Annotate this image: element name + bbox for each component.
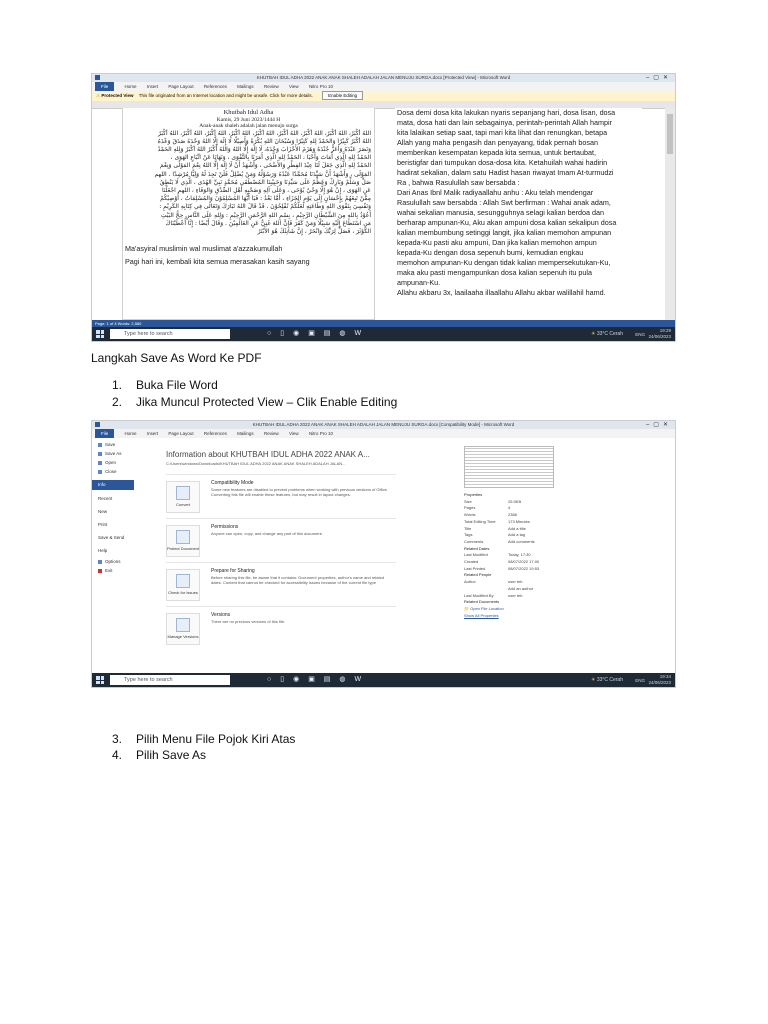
text-line: Rasulullah saw bersabda : Allah Swt berfirman : Wahai anak adam, (397, 198, 611, 207)
show-all-properties-link[interactable]: Show All Properties (464, 612, 499, 618)
text-line: ampunan-Ku. (397, 278, 441, 287)
nav-info[interactable]: Info (92, 480, 134, 490)
taskbar (92, 327, 675, 341)
latin-line: Pagi hari ini, kembali kita semua merasakan kasih sayang (125, 257, 310, 267)
arabic-line: وَنَصَرَ عَبْدَهُ وَأَعَزَّ جُنْدَهُ وَهَزَمَ الأَحْزَابَ وَحْدَهُ، لَا إِلَهَ إِلَّا اللهُ وَاللهُ أَكْبَرُ اللهُ أكْبَرُ وَلِلهِ الحَمْدُ (157, 145, 371, 153)
nav-save[interactable]: Save (98, 442, 115, 447)
document-page-right (395, 108, 642, 320)
nav-help[interactable]: Help (98, 548, 108, 553)
tab-insert[interactable]: Insert (146, 84, 159, 89)
document-page-left (122, 108, 375, 320)
latin-text (123, 244, 374, 267)
people-row: Last Modified By user teb (464, 592, 523, 598)
options-icon (98, 560, 102, 564)
check-issues-icon (176, 574, 190, 588)
step-item (112, 395, 397, 412)
section-permissions (166, 518, 396, 563)
clock-time: 19:29 (659, 328, 671, 333)
nav-exit[interactable]: Exit (98, 568, 113, 573)
property-row: Pages 4 (464, 505, 511, 511)
window-controls[interactable]: –▢✕ (645, 75, 672, 81)
windows-start-icon[interactable] (96, 330, 104, 338)
arabic-line: صَلِّ وَسَلِّمْ وَبَارِكْ وَعَظِّمْ عَلَى سَيِّدِنَا وَحَبِيْبِنَا المُصْطَفَى مُحَمَّدٍ نَبِيِّ الهُدَى ، الَّذِي لَا يَنْطِقُ (159, 178, 371, 186)
language-indicator: ENG (635, 678, 645, 683)
arabic-line: اللهُ أكْبَرُ، اللهُ أكْبَرُ، اللهُ أكْبَرُ، اللهُ أكْبَرُ، اللهُ أكْبَرُ، اللهُ أكْبَرُ، اللهُ أكْبَرُ، اللهُ أكْبَرُ، اللهُ أكْبَرُ (158, 129, 371, 137)
text-line: memberikan kesempatan kepada kita semua, untuk bertaubat, (397, 148, 596, 157)
ribbon-tabs (92, 82, 675, 91)
khutbah-heading (123, 110, 374, 130)
text-line: kalian membumbung setinggi langit, jika kalian memohon ampunan (397, 228, 612, 237)
windows-start-icon[interactable] (96, 676, 104, 684)
open-file-location-link[interactable]: 📁 Open File Location (464, 605, 504, 611)
arabic-line: الحَمْدُ لِلهِ الَّذِي أَمَاتَ وَأَحْيَا ، الحَمْدُ لِلهِ الَّذِي أَمَرَنَا بِالتَّقْوَى ، وَنَهَانَا عَنْ اتِّبَاعِ الهَوَى ، (170, 154, 371, 162)
weather-widget[interactable]: ☀ 33°C Cerah (590, 331, 623, 337)
taskbar-search-input[interactable]: Type here to search (110, 329, 230, 339)
text-line: Allah yang maha pengasih dan penyayang, tidak pernah bosan (397, 138, 599, 147)
info-path: C:\Users\windows\Downloads\KHUTBAH IDUL ADHA 2022 ANAK ANAK SHALEH ADALAH JALAN... (166, 461, 346, 466)
text-line: beristigfar dari tumpukan dosa-dosa kita. Ketahuilah wahai hadirin (397, 158, 608, 167)
arabic-line: أَعُوْذُ بِاللهِ مِنَ الشَّيْطَانِ الرَّجِيْمِ ، بِسْمِ اللهِ الرَّحْمَنِ الرَّحِيْمِ : وَلِلهِ عَلَى النَّاسِ حِجُّ البَيْتِ (160, 211, 371, 219)
convert-icon (176, 486, 190, 500)
vertical-scrollbar[interactable] (665, 108, 675, 320)
tab-home[interactable]: Home (124, 84, 137, 89)
convert-button[interactable]: Convert (166, 481, 200, 513)
manage-versions-button[interactable]: Manage Versions (166, 613, 200, 645)
nav-options[interactable]: Options (98, 559, 121, 564)
window-title: KHUTBAH IDUL ADHA 2022 ANAK ANAK SHALEH ADALAH JALAN MENUJU SURGA.docx [Compatibility Mode] - Microsoft Word (252, 422, 515, 427)
tab-nitro[interactable]: Nitro Pro 10 (308, 431, 333, 436)
protected-view-message: This file originated from an Internet location and might be unsafe. Click for more details. (138, 93, 313, 98)
tab-review[interactable]: Review (263, 431, 279, 436)
step-text: Pilih Save As (136, 748, 207, 762)
text-line: hadirat sekalian, dalam satu Hadist hasan riwayat Imam At-turmudzi (397, 168, 614, 177)
tab-page-layout[interactable]: Page Layout (168, 84, 194, 89)
nav-open[interactable]: Open (98, 460, 116, 465)
tab-review[interactable]: Review (263, 84, 279, 89)
weather-widget[interactable]: ☀ 33°C Cerah (590, 677, 623, 683)
date-row: Created 08/07/2022 17:00 (464, 559, 540, 565)
property-row: Total Editing Time 173 Minutes (464, 518, 530, 524)
lock-icon (176, 530, 190, 544)
section-text: Versions There are no previous versions of this file. (211, 612, 286, 624)
system-tray[interactable] (635, 328, 671, 340)
word-icon (95, 422, 100, 427)
nav-print[interactable]: Print (98, 522, 108, 527)
text-line: mata, dosa hati dan lain sebagainya, perintah-perintah Allah hampir (397, 118, 612, 127)
text-line: maka aku pasti mengampunkan dosa kalian sepenuh itu pula (397, 268, 592, 277)
status-bar: Page: 1 of 4 Words: 2,580 (92, 320, 675, 327)
window-title: KHUTBAH IDUL ADHA 2022 ANAK ANAK SHALEH ADALAH JALAN MENUJU SURGA.docx [Protected View] - Microsoft Word (256, 75, 511, 80)
shield-icon: ⚠ (96, 93, 101, 98)
section-text: Prepare for Sharing Before sharing this file, be aware that it contains: Document properties, author's name and related dates. Content that cannot be checked for accessibility issues because of the current file type (211, 568, 385, 585)
steps-list-2 (112, 732, 295, 764)
close-document-icon (98, 470, 102, 474)
nav-new[interactable]: New (98, 509, 108, 514)
clock-date: 24/06/2023 (648, 680, 671, 685)
taskbar-search-input[interactable]: Type here to search (110, 675, 230, 685)
step-number: 2. (112, 395, 123, 409)
text-line: Allahu akbaru 3x, laailaaha illaallahu Allahu akbar walillahil hamd. (397, 288, 606, 297)
date-row: Last Modified Today, 17:30 (464, 552, 531, 558)
system-tray[interactable] (635, 674, 671, 686)
text-line: kepada-Ku dengan dosa sepenuh bumi, kemudian engkau (397, 248, 584, 257)
page-heading: Langkah Save As Word Ke PDF (91, 351, 262, 365)
arabic-line: عَنِ الهَوَى ، إِنْ هُوَ إِلَّا وَحْيٌ يُوْحَى ، وَعَلَى آلِهِ وَصَحْبِهِ أَهْلِ الصِّدْقِ وَالوَفَاءِ ، اللهم اجْعَلْنَا (161, 186, 371, 194)
screenshot-protected-view (91, 73, 676, 342)
backstage-main (134, 438, 675, 673)
properties-panel (464, 446, 564, 619)
people-row: Author user teb (464, 579, 523, 585)
arabic-line: مَنِ اسْتَطَاعَ إِلَيْهِ سَبِيْلًا وَمَنْ كَفَرَ فَإِنَّ اللهَ غَنِيٌّ عَنِ العَالَمِيْنَ . وَقَالَ أَيْضًا : إِنَّا أَعْطَيْنَاكَ (165, 219, 371, 227)
property-row[interactable]: Tags Add a tag (464, 532, 526, 538)
right-page-text (395, 108, 642, 298)
window-controls[interactable]: –▢✕ (645, 422, 672, 428)
arabic-line: الكَوْثَرَ ، فَصَلِّ لِرَبِّكَ وَانْحَرْ ، إِنَّ شَانِئَكَ هُوَ الأَبْتَرُ (257, 227, 371, 235)
arabic-line: المَوْلَى ، وَأَشْهَدُ أَنَّ سَيِّدَنَا مُحَمَّدًا عَبْدُهُ وَرَسُوْلُهُ وَمَنْ يُضْلِلْ فَلَنْ تَجِدَ لَهُ وَلِيًّا مُرْشِدًا . اللهم (154, 170, 371, 178)
clock-time: 19:34 (659, 674, 671, 679)
property-row: Size 25.9KB (464, 498, 522, 504)
step-number: 4. (112, 748, 123, 762)
protected-view-label: Protected View (101, 93, 134, 98)
nav-save-send[interactable]: Save & Send (98, 535, 125, 540)
related-dates-heading: Related Dates (464, 545, 490, 551)
section-text: Compatibility Mode Some new features are disabled to prevent problems when working with previous versions of Office. Converting this file will enable these features, but may result in layout changes. (211, 480, 388, 497)
steps-list-1 (112, 378, 397, 412)
arabic-line: اللهُ أكْبَرُ كَبِيْرًا وَالحَمْدُ لِلهِ كَثِيْرًا وَسُبْحَانَ اللهِ بُكْرَةً وَأَصِيْلًا لَا إِلَهَ إِلَّا اللهُ وَحْدَهُ صَدَقَ وَعْدَهُ (157, 137, 371, 145)
section-text: Permissions Anyone can open, copy, and change any part of this document. (211, 524, 323, 536)
tab-mailings[interactable]: Mailings (237, 431, 254, 436)
date-row: Last Printed 08/07/2022 19:53 (464, 565, 540, 571)
screenshot-backstage-info (91, 420, 676, 688)
enable-editing-button[interactable]: Enable Editing (322, 91, 363, 100)
tab-references[interactable]: References (203, 84, 227, 89)
text-line: kita lalaikan setiap saat, tapi mari kita lihat dan renungkan, betapa (397, 128, 608, 137)
title-bar (92, 74, 675, 82)
people-row[interactable]: Add an author (508, 585, 534, 591)
properties-heading[interactable]: Properties (464, 492, 483, 497)
nav-save-as[interactable]: Save As (98, 451, 122, 456)
exit-icon (98, 569, 102, 573)
tab-home[interactable]: Home (124, 431, 137, 436)
tab-mailings[interactable]: Mailings (237, 84, 254, 89)
tab-view[interactable]: View (288, 431, 299, 436)
tab-nitro[interactable]: Nitro Pro 10 (308, 84, 333, 89)
heading-line-2: Kamis, 29 Juni 2023/1444 H (216, 116, 281, 123)
open-folder-icon (98, 461, 102, 465)
section-versions (166, 606, 396, 651)
arabic-text (123, 130, 374, 237)
related-documents-heading: Related Documents (464, 599, 500, 605)
step-text: Pilih Menu File Pojok Kiri Atas (136, 732, 296, 746)
weather-text: 33°C Cerah (596, 677, 623, 683)
related-people-heading: Related People (464, 572, 492, 578)
section-prepare-sharing (166, 562, 396, 607)
tab-view[interactable]: View (288, 84, 299, 89)
tab-references[interactable]: References (203, 431, 227, 436)
tab-page-layout[interactable]: Page Layout (168, 431, 194, 436)
text-line: Dosa demi dosa kita lakukan nyaris sepanjang hari, dosa lisan, dosa (397, 108, 616, 117)
language-indicator: ENG (635, 332, 645, 337)
step-item (112, 378, 397, 395)
versions-icon (176, 618, 190, 632)
property-row[interactable]: Comments Add comments (464, 538, 535, 544)
scroll-thumb[interactable] (667, 114, 673, 154)
step-number: 3. (112, 732, 123, 746)
text-line: berharap ampunan-Ku, Aku akan ampuni dosa kalian sekalipun dosa (397, 218, 617, 227)
taskbar (92, 673, 675, 687)
check-for-issues-button[interactable]: Check for Issues (166, 569, 200, 601)
protect-document-button[interactable]: Protect Document (166, 525, 200, 557)
heading-line-3: Anak-anak shaleh adalah jalan menuju surga (199, 123, 298, 129)
taskbar-app-icons[interactable]: ○▯◉▣▤◍W (267, 330, 371, 337)
heading-line-1: Khutbah Idul Adha (223, 109, 274, 116)
document-thumbnail[interactable] (464, 446, 554, 488)
step-text: Buka File Word (136, 378, 218, 392)
weather-text: 33°C Cerah (596, 331, 623, 337)
save-icon (98, 443, 102, 447)
word-icon (95, 75, 100, 80)
taskbar-app-icons[interactable]: ○▯◉▣▤◍W (267, 676, 371, 683)
step-item (112, 732, 295, 748)
tab-file[interactable]: File (95, 429, 114, 438)
latin-line: Ma'asyiral muslimin wal muslimat a'azzakumullah (125, 244, 283, 254)
title-bar (92, 421, 675, 429)
info-title: Information about KHUTBAH IDUL ADHA 2022 ANAK A... (166, 450, 370, 459)
arabic-line: مِمَّنْ تَبِعَهُمْ بِإِحْسَانٍ إِلَى يَوْمِ الجَزَاءِ ، أَمَّا بَعْدُ : فَيَا أَيُّهَا المُسْلِمُوْنَ وَالمُسْلِمَاتُ ، أُوْصِيْكُمْ (160, 195, 371, 203)
folder-icon: 📁 (464, 605, 469, 611)
clock-date: 24/06/2023 (648, 334, 671, 339)
property-row: Words 2368 (464, 512, 517, 518)
nav-recent[interactable]: Recent (98, 496, 113, 501)
step-number: 1. (112, 378, 123, 392)
save-as-icon (98, 452, 102, 456)
section-compatibility (166, 474, 396, 519)
text-line: memohon ampunan-Ku dengan tidak kalian mempersekutukan-Ku, (397, 258, 611, 267)
property-row[interactable]: Title Add a title (464, 525, 526, 531)
text-line: wahai sekalian manusia, sesungguhnya selagi kalian berdoa dan (397, 208, 604, 217)
step-item (112, 748, 295, 764)
text-line: Dari Anas Ibnl Malik radiyaallahu anhu : Aku telah mendengar (397, 188, 594, 197)
ribbon-tabs (92, 429, 675, 438)
text-line: Ra , bahwa Rasulullah saw bersabda : (397, 178, 520, 187)
step-text: Jika Muncul Protected View – Clik Enable Editing (136, 395, 398, 409)
arabic-line: الحَمْدُ لِلهِ الَّذِي جَعَلَ لَنَا عِيْدَ الفِطْرِ وَالأَضْحَى ، وَأَشْهَدُ أَنْ لَا إِلَهَ إِلَّا اللهُ نِعْمَ المَوْلَى وَنِعْمَ (160, 162, 371, 170)
tab-insert[interactable]: Insert (146, 431, 159, 436)
text-line: kepada-Ku pasti aku ampuni, Dan jika kalian memohon ampun (397, 238, 597, 247)
backstage-nav (92, 438, 135, 673)
nav-close[interactable]: Close (98, 469, 117, 474)
tab-file[interactable]: File (95, 82, 114, 91)
arabic-line: وَنَفْسِيَ بِتَقْوَى اللهِ وَطَاعَتِهِ لَعَلَّكُمْ تُفْلِحُوْنَ . قَدْ قَالَ اللهُ تَبَارَكَ وَتَعَالَى فِي كِتَابِهِ الكَرِيْمِ : (159, 203, 371, 211)
